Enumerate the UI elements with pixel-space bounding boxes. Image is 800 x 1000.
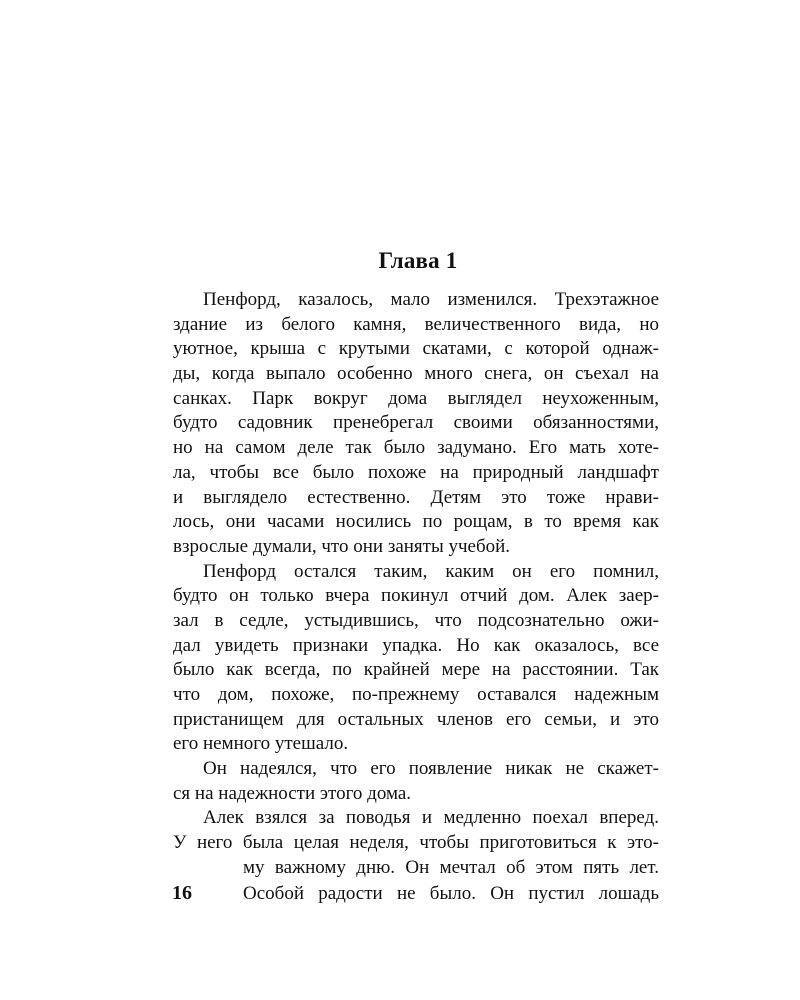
text-line: У него была целая неделя, чтобы приготовиться к это- (173, 832, 659, 854)
text-line: пристанищем для остальных членов его семьи, и это (173, 708, 659, 730)
text-line: будто садовник пренебрегал своими обязанностями, (173, 412, 659, 434)
text-line: уютное, крыша с крутыми скатами, с которой однаж- (173, 338, 659, 360)
text-line: его немного утешало. (173, 733, 349, 755)
text-line: Особой радости не было. Он пустил лошадь (243, 883, 659, 904)
text-line: Он надеялся, что его появление никак не скажет- (203, 758, 659, 780)
chapter-title: Глава 1 (378, 248, 458, 273)
paragraph-2 (173, 560, 659, 758)
paragraph-1 (173, 288, 659, 560)
text-line: дал увидеть признаки упадка. Но как оказалось, все (173, 634, 659, 656)
text-line: ды, когда выпало особенно много снега, он съехал на (173, 363, 659, 385)
text-line: ся на надежности этого дома. (173, 782, 412, 804)
text-line: му важному дню. Он мечтал об этом пять лет. (243, 856, 659, 878)
text-line: будто он только вчера покинул отчий дом. Алек заер- (173, 585, 659, 607)
text-line: было как всегда, по крайней мере на расстоянии. Так (173, 659, 659, 681)
text-line: лось, они часами носились по рощам, в то время как (173, 511, 659, 533)
text-line: Пенфорд, казалось, мало изменился. Трехэтажное (203, 289, 659, 310)
text-line: но на самом деле так было задумано. Его мать хоте- (173, 437, 659, 459)
text-line: и выглядело естественно. Детям это тоже нрави- (173, 486, 659, 508)
text-line: что дом, похоже, по-прежнему оставался надежным (173, 684, 659, 705)
text-line: зал в седле, устыдившись, что подсознательно ожи- (173, 609, 659, 631)
paragraph-4 (173, 806, 659, 880)
text-line: ла, чтобы все было похоже на природный ландшафт (173, 461, 659, 483)
paragraph-3 (173, 757, 659, 806)
text-line: взрослые думали, что они заняты учебой. (173, 535, 511, 557)
text-line: санках. Парк вокруг дома выглядел неухоженным, (173, 387, 659, 409)
body-text (173, 288, 659, 881)
text-line: Алек взялся за поводья и медленно поехал вперед. (203, 807, 659, 829)
text-line: Пенфорд остался таким, каким он его помнил, (203, 560, 659, 582)
text-line: здание из белого камня, величественного вида, но (173, 313, 659, 335)
page-number: 16 (172, 882, 192, 904)
